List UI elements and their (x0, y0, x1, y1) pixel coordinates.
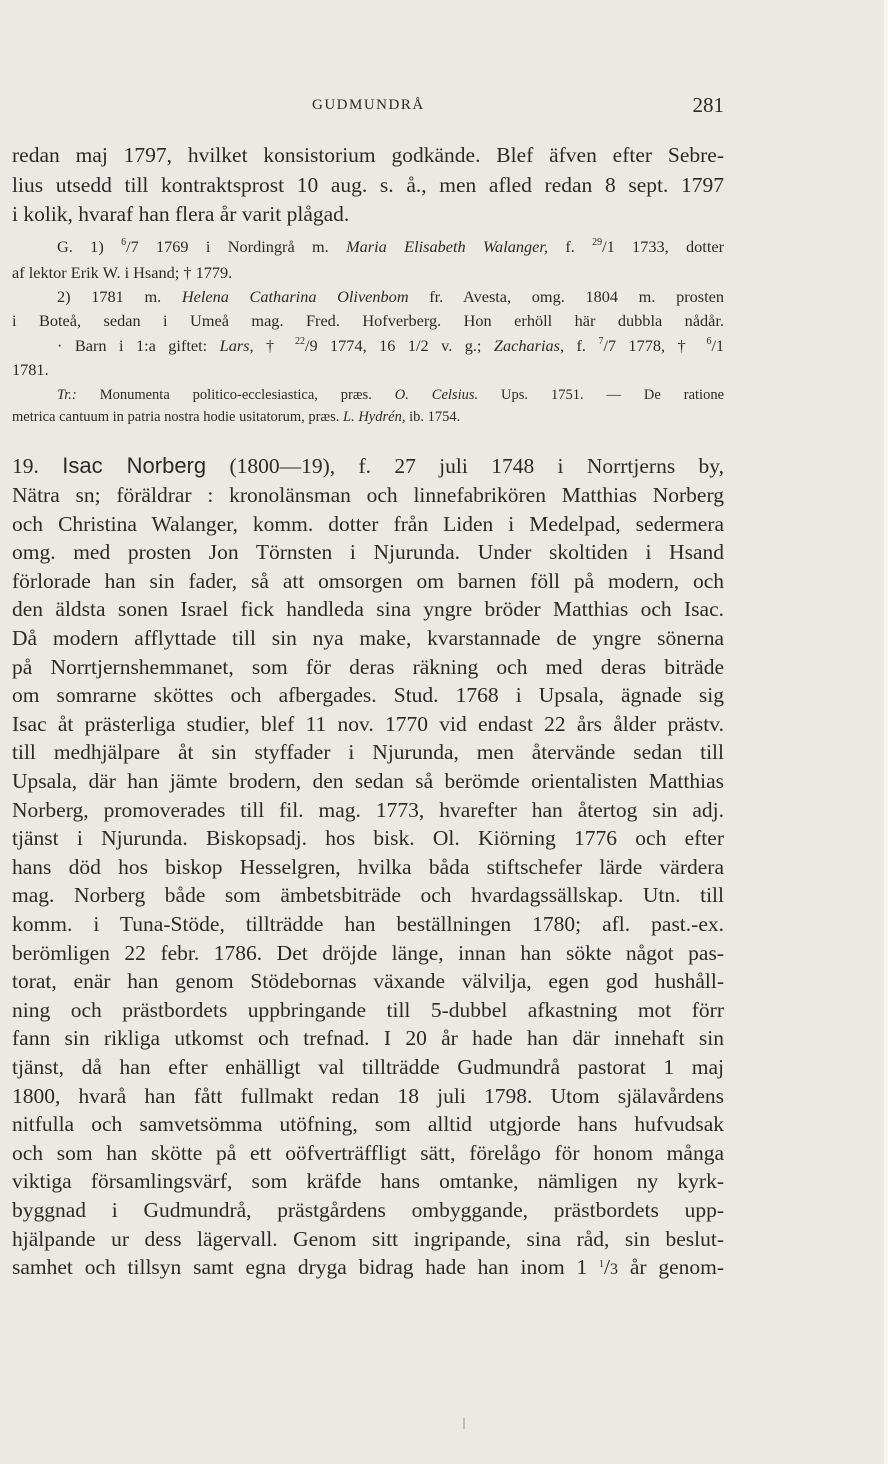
entry-line: 1800, hvarå han fått fullmakt redan 18 juli 1798. Utom själavårdens (12, 1084, 724, 1108)
entry-line: Upsala, där han jämte brodern, den sedan så berömde orientalisten Matthias (12, 769, 724, 793)
entry-name: Isac Norberg (62, 453, 207, 478)
entry-line: omg. med prosten Jon Törnsten i Njurunda. Under skoltiden i Hsand (12, 540, 724, 564)
entry-line: Då modern afflyttade till sin nya make, kvarstannade de yngre sönerna (12, 626, 724, 650)
entry-line: mag. Norberg både som ämbetsbiträde och hvardagssällskap. Utn. till (12, 883, 724, 907)
entry-line: på Norrtjernshemmanet, som för deras räkning och med deras biträde (12, 655, 724, 679)
entry-line: fann sin rikliga utkomst och trefnad. I 20 år hade han där innehaft sin (12, 1026, 724, 1050)
wife-name: Helena Catharina Olivenbom (181, 287, 409, 306)
paper-speck (463, 1418, 465, 1429)
running-title: GUDMUNDRÅ (312, 97, 425, 113)
entry-line: tjänst i Njurunda. Biskopsadj. hos bisk. Ol. Kiörning 1776 och efter (12, 826, 724, 850)
note-line: af lektor Erik W. i Hsand; † 1779. (12, 263, 233, 282)
note-line: i Boteå, sedan i Umeå mag. Fred. Hofverberg. Hon erhöll här dubbla nådår. (12, 311, 724, 330)
entry-line: och som han skötte på ett oöfverträffligt sätt, förelågo för honom många (12, 1141, 724, 1165)
reference-line: Tr.: Monumenta politico-ecclesiastica, præs. O. Celsius. Ups. 1751. — De ratione (57, 387, 725, 403)
entry-line: byggnad i Gudmundrå, prästgårdens ombyggande, prästbordets upp- (12, 1198, 724, 1222)
entry-line: komm. i Tuna-Stöde, tillträdde han beställningen 1780; afl. past.-ex. (12, 912, 724, 936)
entry-line: tjänst, då han efter enhälligt val tillträdde Gudmundrå pastorat 1 maj (12, 1055, 724, 1079)
note-line: 1781. (12, 360, 49, 379)
page-number: 281 (692, 93, 724, 117)
entry-line: ning och prästbordets uppbringande till 5-dubbel afkastning mot förr (12, 998, 724, 1022)
entry-line: nitfulla och samvetsömma utöfning, som alltid utgjorde hans hufvudsak (12, 1112, 724, 1136)
entry-line: till medhjälpare åt sin styffader i Njurunda, men återvände sedan till (12, 740, 724, 764)
intro-line: lius utsedd till kontraktsprost 10 aug. s. å., men afled redan 8 sept. 1797 (12, 173, 724, 197)
entry-line: Norberg, promoverades till fil. mag. 1773, hvarefter han återtog sin adj. (12, 798, 724, 822)
reference-line: metrica cantuum in patria nostra hodie usitatorum, præs. L. Hydrén, ib. 1754. (12, 409, 461, 425)
note-line-marriage-2: 2) 1781 m. Helena Catharina Olivenbom fr. Avesta, omg. 1804 m. prosten (57, 287, 724, 306)
wife-name: Maria Elisabeth Walanger, (346, 237, 548, 256)
page-header (12, 93, 724, 121)
intro-line: i kolik, hvaraf han flera år varit plågad. (12, 202, 350, 226)
entry-line: om somrarne sköttes och afbergades. Stud. 1768 i Upsala, ägnade sig (12, 683, 724, 707)
entry-line: Isac åt prästerliga studier, blef 11 nov. 1770 vid endast 22 års ålder prästv. (12, 712, 724, 736)
intro-line: redan maj 1797, hvilket konsistorium godkände. Blef äfven efter Sebre- (12, 143, 724, 167)
child-name: Zacharias, (493, 336, 565, 355)
page-edge (884, 0, 888, 1464)
entry-line: berömligen 22 febr. 1786. Det dröjde länge, innan han sökte något pas- (12, 941, 724, 965)
entry-line: hans död hos biskop Hesselgren, hvilka båda stiftschefer lärde värdera (12, 855, 724, 879)
entry-line: den äldsta sonen Israel fick handleda sina yngre bröder Matthias och Isac. (12, 597, 724, 621)
entry-number: 19. (12, 454, 39, 478)
entry-line: och Christina Walanger, komm. dotter från Liden i Medelpad, sedermera (12, 512, 724, 536)
entry-line: viktiga församlingsvärf, som kräfde hans omtanke, nämligen ny kyrk- (12, 1169, 724, 1193)
note-line-marriage-1: G. 1) $^6$/7 1769 i Nordingrå m. Maria Elisabeth Walanger, f. $^{29}$/1 1733, dotter (57, 237, 725, 256)
entry-line: Nätra sn; föräldrar : kronolänsman och linnefabrikören Matthias Norberg (12, 483, 724, 507)
entry-heading-line: 19. Isac Norberg (1800—19), f. 27 juli 1748 i Norrtjerns by, (12, 453, 725, 478)
note-line-children: · Barn i 1:a giftet: Lars, † $^{22}$/9 1774, 16 1/2 v. g.; Zacharias, f. $^7$/7 1778, † $^6$/1 (57, 336, 725, 355)
entry-line-last: samhet och tillsyn samt egna dryga bidrag hade han inom 1 $^1$/3 år genom- (12, 1255, 724, 1279)
entry-line: torat, enär han genom Stödebornas växande välvilja, egen god hushåll- (12, 969, 724, 993)
entry-line: förlorade han sin fader, så att omsorgen om barnen föll på modern, och (12, 569, 724, 593)
child-name: Lars, (219, 336, 254, 355)
entry-line: hjälpande ur dess lägervall. Genom sitt ingripande, sina råd, sin beslut- (12, 1227, 724, 1251)
